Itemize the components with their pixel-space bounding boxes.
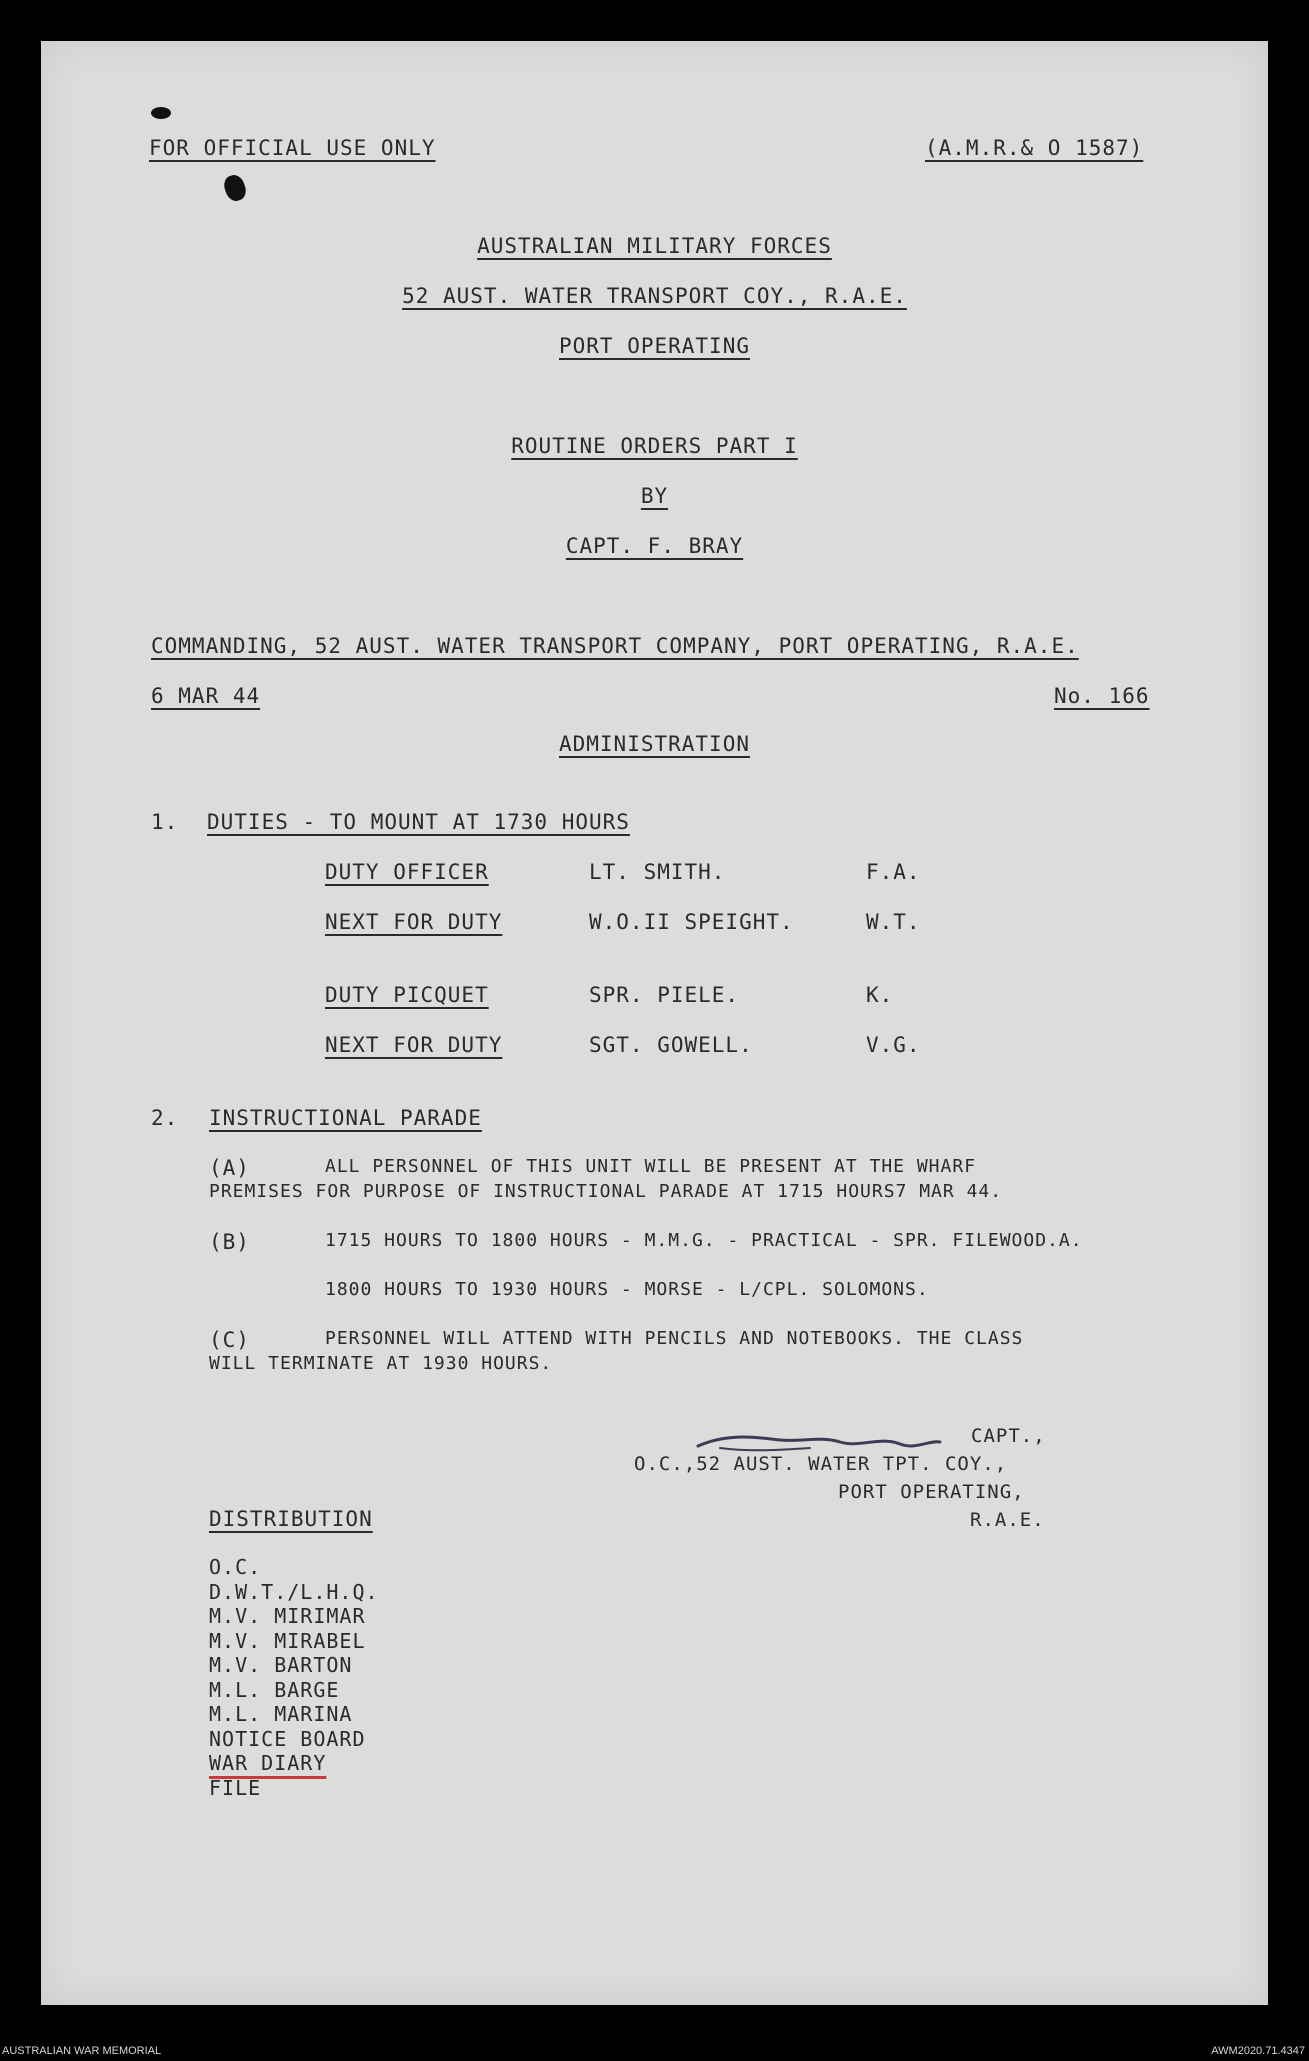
item-2-heading: INSTRUCTIONAL PARADE	[209, 1106, 482, 1130]
title-line-6: CAPT. F. BRAY	[565, 534, 744, 558]
duty-role: DUTY PICQUET	[325, 983, 489, 1007]
footer-left-label: AUSTRALIAN WAR MEMORIAL	[2, 2045, 162, 2057]
punch-hole-mark	[221, 172, 249, 203]
duty-initials: K.	[866, 983, 894, 1007]
handwritten-signature	[690, 1418, 950, 1468]
para-c-text: PERSONNEL WILL ATTEND WITH PENCILS AND NOTEBOOKS. THE CLASS	[325, 1328, 1024, 1349]
signature-line-4: R.A.E.	[970, 1509, 1045, 1531]
para-c-label: (C)	[209, 1328, 250, 1352]
distribution-item: M.L. BARGE	[209, 1677, 340, 1702]
distribution-item: FILE	[209, 1775, 262, 1800]
form-reference: (A.M.R.& O 1587)	[925, 136, 1144, 160]
duty-initials: W.T.	[866, 910, 921, 934]
title-line-1: AUSTRALIAN MILITARY FORCES	[477, 234, 832, 258]
punch-hole-mark	[151, 107, 171, 119]
para-a-text: PREMISES FOR PURPOSE OF INSTRUCTIONAL PARADE AT 1715 HOURS7 MAR 44.	[209, 1181, 1003, 1202]
duty-name: SPR. PIELE.	[589, 983, 740, 1007]
duty-name: LT. SMITH.	[589, 860, 726, 884]
distribution-item: M.V. BARTON	[209, 1653, 353, 1677]
duty-initials: V.G.	[866, 1033, 921, 1057]
para-b-text: 1800 HOURS TO 1930 HOURS - MORSE - L/CPL. SOLOMONS.	[325, 1279, 929, 1300]
duty-initials: F.A.	[866, 860, 921, 884]
footer-right-label: AWM2020.71.4347	[1211, 2045, 1305, 2057]
distribution-item: M.L. MARINA	[209, 1702, 353, 1726]
distribution-item: M.V. MIRIMAR	[209, 1604, 366, 1628]
title-line-3: PORT OPERATING	[558, 334, 750, 358]
distribution-item: O.C.	[209, 1555, 262, 1579]
item-2-number: 2.	[151, 1106, 179, 1130]
duty-role: DUTY OFFICER	[325, 860, 489, 884]
distribution-item-war-diary: WAR DIARY	[209, 1751, 327, 1775]
item-1-number: 1.	[151, 810, 179, 834]
title-line-4: ROUTINE ORDERS PART I	[511, 434, 798, 458]
signature-line-3: PORT OPERATING,	[838, 1481, 1025, 1503]
para-c-text: WILL TERMINATE AT 1930 HOURS.	[209, 1353, 553, 1374]
distribution-heading: DISTRIBUTION	[209, 1507, 373, 1531]
section-heading: ADMINISTRATION	[558, 732, 750, 756]
duty-name: SGT. GOWELL.	[589, 1033, 753, 1057]
distribution-item: D.W.T./L.H.Q.	[209, 1579, 379, 1604]
title-line-5: BY	[640, 484, 669, 508]
para-a-text: ALL PERSONNEL OF THIS UNIT WILL BE PRESENT AT THE WHARF	[325, 1156, 977, 1177]
duty-role: NEXT FOR DUTY	[325, 1033, 503, 1057]
signature-line-2: O.C.,52 AUST. WATER TPT. COY.,	[634, 1453, 1008, 1475]
signature-line-1: CAPT.,	[971, 1425, 1046, 1447]
item-1-heading: DUTIES - TO MOUNT AT 1730 HOURS	[207, 810, 630, 834]
duty-name: W.O.II SPEIGHT.	[589, 910, 794, 934]
para-b-label: (B)	[209, 1230, 250, 1254]
distribution-item: M.V. MIRABEL	[209, 1628, 366, 1653]
distribution-item: NOTICE BOARD	[209, 1726, 366, 1751]
duty-role: NEXT FOR DUTY	[325, 910, 503, 934]
commanding-line: COMMANDING, 52 AUST. WATER TRANSPORT COMPANY, PORT OPERATING, R.A.E.	[151, 634, 1079, 658]
para-a-label: (A)	[209, 1156, 250, 1180]
order-date: 6 MAR 44	[151, 684, 261, 708]
para-b-text: 1715 HOURS TO 1800 HOURS - M.M.G. - PRACTICAL - SPR. FILEWOOD.A.	[325, 1230, 1083, 1251]
title-line-2: 52 AUST. WATER TRANSPORT COY., R.A.E.	[402, 284, 907, 308]
document-page	[41, 41, 1268, 2005]
order-number: No. 166	[1054, 684, 1150, 708]
classification-label: FOR OFFICIAL USE ONLY	[149, 136, 436, 160]
distribution-list	[209, 1555, 379, 1800]
